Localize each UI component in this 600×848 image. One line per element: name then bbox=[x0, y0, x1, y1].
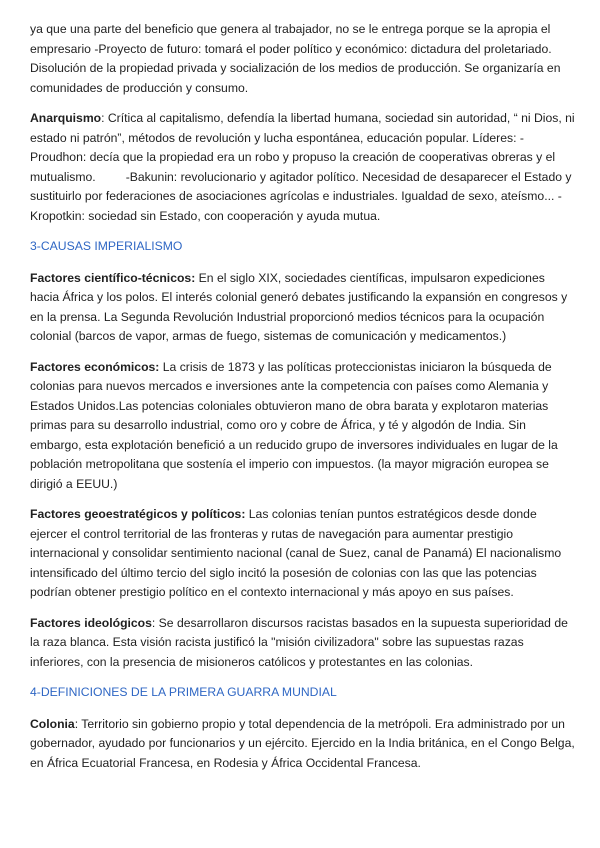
anarquismo-text-b: -Bakunin: revolucionario y agitador político. Necesidad de desaparecer el Estado y sustituirlo por federaciones de asociaciones agrícolas e industriales. Igualdad de sexo, ateísmo... -Kropotkin: sociedad sin Estado, con cooperación y ayuda mutua. bbox=[30, 169, 572, 223]
factor-term: Factores ideológicos bbox=[30, 615, 152, 630]
anarquismo-term: Anarquismo bbox=[30, 111, 102, 125]
definition-term: Colonia bbox=[30, 716, 75, 731]
factores-economicos-paragraph bbox=[30, 358, 575, 495]
factor-text: La crisis de 1873 y las políticas proteccionistas iniciaron la búsqueda de colonias para nuevos mercados e inversiones ante la competencia con países como Alemania y Estados Unidos.Las potencias coloniales obtuvieron mano de obra barata y explotaron materias primas para su desarrollo industrial, como oro y cobre de África, y té y algodón de India. Sin embargo, esta explotación benefició a un reducido grupo de inversores individuales en lugar de la población metropolitana que sostenía el imperio con impuestos. (la mayor migración europea se dirigió a EEUU.) bbox=[30, 359, 558, 491]
factores-cientificos-paragraph bbox=[30, 269, 575, 347]
factor-text: En el siglo XIX, sociedades científicas, impulsaron expediciones hacia África y los polos. El interés colonial generó debates justificando la expansión en congresos y en la prensa. La Segunda Revolución Industrial proporcionó medios técnicos para la ocupación colonial (barcos de vapor, armas de fuego, sistemas de comunicación y medicamentos.) bbox=[30, 270, 568, 343]
section-heading-causas-imperialismo: 3-CAUSAS IMPERIALISMO bbox=[30, 239, 183, 253]
definition-text: : Territorio sin gobierno propio y total dependencia de la metrópoli. Era administrado por un gobernador, ayudado por funcionarios y un ejército. Ejercido en la India británica, en el Congo Belga, en África Ecuatorial Francesa, en Rodesia y África Occidental Francesa. bbox=[30, 716, 575, 770]
factores-geoestrategicos-paragraph bbox=[30, 505, 575, 603]
document-page bbox=[30, 20, 575, 784]
anarquismo-paragraph bbox=[30, 109, 575, 226]
factor-term: Factores geoestratégicos y políticos: bbox=[30, 507, 246, 521]
colonia-paragraph bbox=[30, 715, 575, 774]
factores-ideologicos-paragraph bbox=[30, 614, 575, 673]
factor-text: Las colonias tenían puntos estratégicos desde donde ejercer el control territorial de las fronteras y rutas de navegación para aumentar prestigio internacional y consolidar sentimiento nacional (canal de Suez, canal de Panamá) El nacionalismo intensificado del último tercio del siglo incitó la posesión de colonias con las que las potencias podrían obtener prestigio político en el contexto internacional y más apoyo en sus países. bbox=[30, 507, 562, 599]
section-heading-definiciones: 4-DEFINICIONES DE LA PRIMERA GUARRA MUNDIAL bbox=[30, 685, 337, 699]
anarquismo-text-a: : Crítica al capitalismo, defendía la libertad humana, sociedad sin autoridad, “ ni Dios, ni estado ni patrón”, métodos de revolución y lucha espontánea, educación popular. Líderes: -Proudhon: decía que la propiedad era un robo y propuso la creación de cooperativas obreras y el mutualismo. bbox=[30, 111, 575, 184]
factor-text: : Se desarrollaron discursos racistas basados en la supuesta superioridad de la raza blanca. Esta visión racista justificó la "misión civilizadora" sobre las supuestas razas inferiores, con la presencia de misioneros católicos y protestantes en las colonias. bbox=[30, 615, 568, 669]
factor-term: Factores económicos: bbox=[30, 359, 160, 374]
intro-paragraph: ya que una parte del beneficio que genera al trabajador, no se le entrega porque se la apropia el empresario -Proyecto de futuro: tomará el poder político y económico: dictadura del proletariado. Disolución de la propiedad privada y socialización de los medios de producción. Se organizaría en comunidades de producción y consumo. bbox=[30, 22, 561, 95]
factor-term: Factores científico-técnicos: bbox=[30, 270, 196, 285]
